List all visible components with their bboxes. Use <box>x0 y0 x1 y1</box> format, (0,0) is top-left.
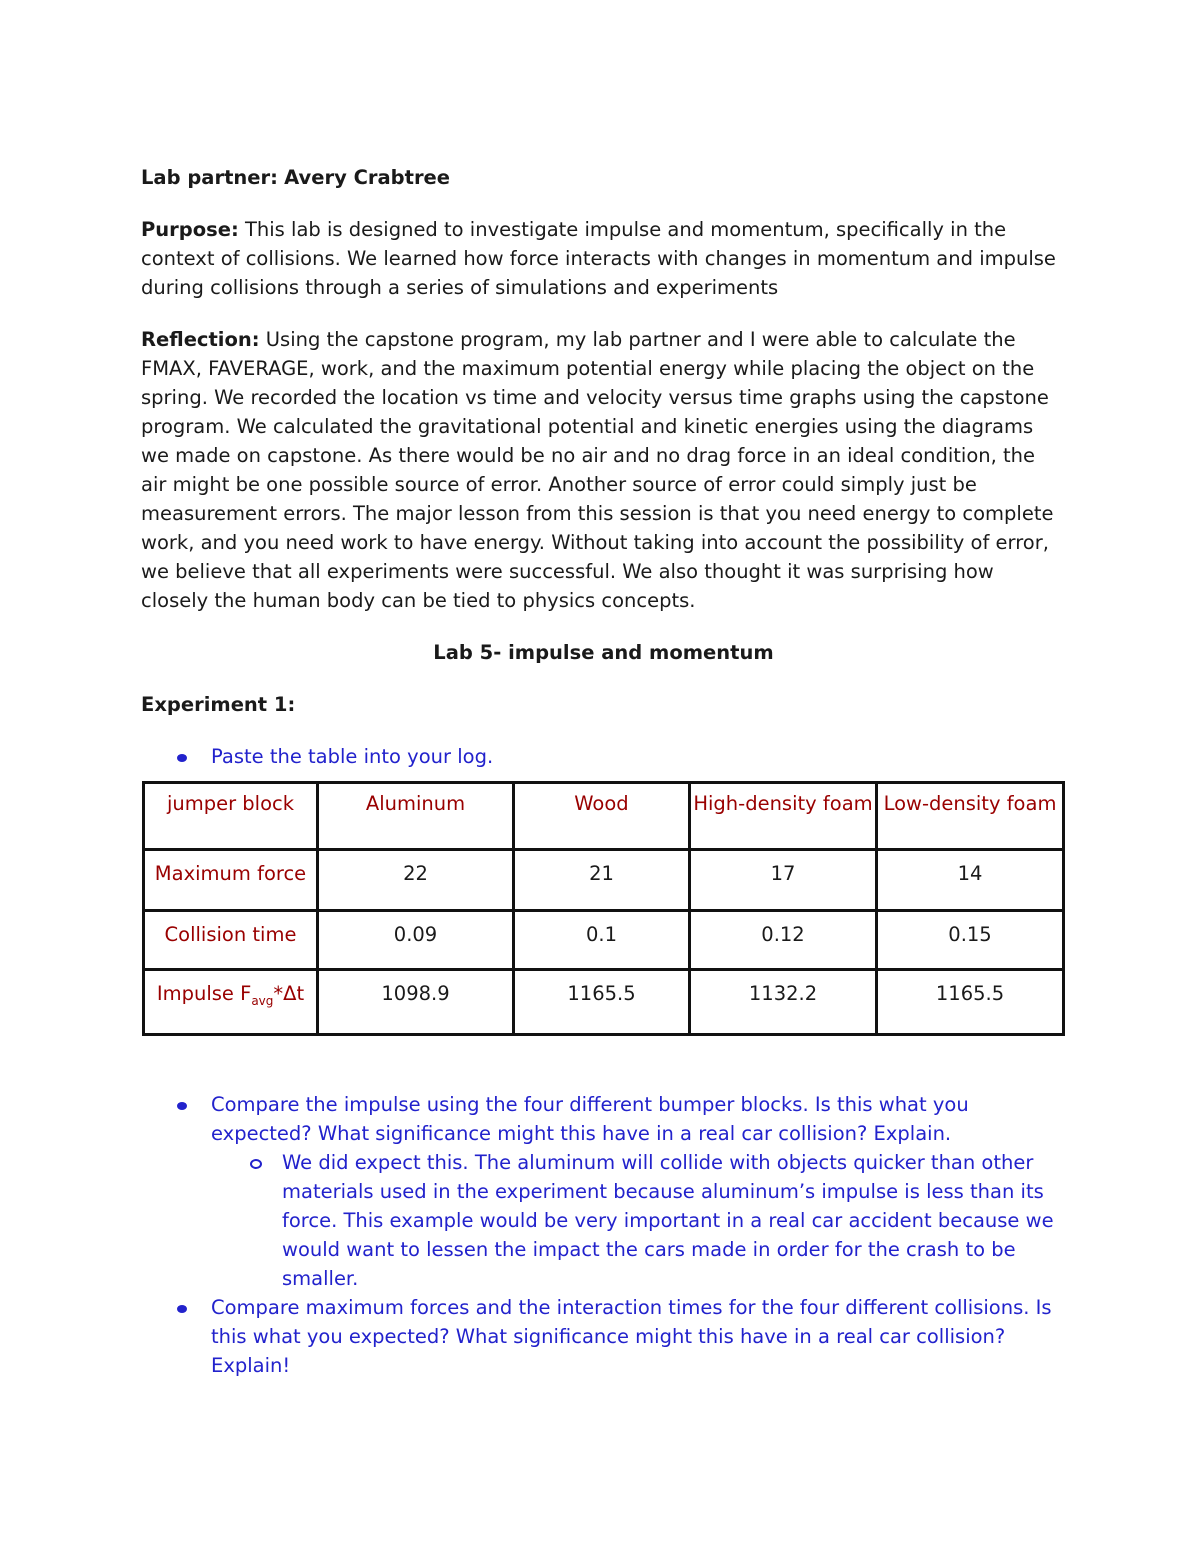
lab-partner-name: Avery Crabtree <box>284 166 451 189</box>
impulse-label-prefix: Impulse F <box>156 982 252 1005</box>
paste-instruction: Paste the table into your log. <box>211 745 494 768</box>
lab-partner-line <box>141 163 1066 192</box>
impulse-label-suffix: *Δt <box>273 982 305 1005</box>
list-item <box>211 1148 1066 1293</box>
purpose-paragraph <box>141 215 1066 302</box>
table-row <box>144 850 1064 911</box>
table-header-row <box>144 783 1064 850</box>
questions-list <box>141 1090 1066 1380</box>
table-cell: 1132.2 <box>690 970 877 1035</box>
experiment-heading <box>141 690 1066 719</box>
section-title: Lab 5- impulse and momentum <box>433 641 774 664</box>
lab-partner-label: Lab partner: <box>141 166 278 189</box>
reflection-label: Reflection: <box>141 328 260 351</box>
row-label-cell: Collision time <box>144 911 318 970</box>
table-cell: 0.09 <box>318 911 514 970</box>
paste-bullet-list <box>141 742 1066 771</box>
table-row <box>144 970 1064 1035</box>
list-item <box>141 1293 1066 1380</box>
purpose-label: Purpose: <box>141 218 239 241</box>
list-item <box>141 1090 1066 1293</box>
table-cell: 0.15 <box>877 911 1064 970</box>
table-cell: 1165.5 <box>877 970 1064 1035</box>
header-cell: Low-density foam <box>877 783 1064 850</box>
bullet-icon <box>177 754 187 762</box>
table-cell: 0.1 <box>514 911 690 970</box>
answer-list <box>211 1148 1066 1293</box>
question-2: Compare maximum forces and the interaction times for the four different collisions. Is this what you expected? What significance might this have in a real car collision? Explain! <box>211 1296 1052 1377</box>
results-table <box>142 781 1065 1036</box>
sub-bullet-icon <box>250 1159 262 1169</box>
document-page <box>141 163 1066 1380</box>
question-1: Compare the impulse using the four different bumper blocks. Is this what you expected? What significance might this have in a real car collision? Explain. <box>211 1093 969 1145</box>
row-label-cell <box>144 970 318 1035</box>
header-cell: High-density foam <box>690 783 877 850</box>
list-item <box>141 742 1066 771</box>
header-cell: Wood <box>514 783 690 850</box>
header-cell: Aluminum <box>318 783 514 850</box>
reflection-paragraph <box>141 325 1066 615</box>
table-cell: 17 <box>690 850 877 911</box>
reflection-text: Using the capstone program, my lab partner and I were able to calculate the FMAX, FAVERAGE, work, and the maximum potential energy while placing the object on the spring. We recorded the location vs time and velocity versus time graphs using the capstone program. We calculated the gravitational potential and kinetic energies using the diagrams we made on capstone. As there would be no air and no drag force in an ideal condition, the air might be one possible source of error. Another source of error could simply just be measurement errors. The major lesson from this session is that you need energy to complete work, and you need work to have energy. Without taking into account the possibility of error, we believe that all experiments were successful. We also thought it was surprising how closely the human body can be tied to physics concepts. <box>141 328 1054 612</box>
impulse-label-subscript: avg <box>251 994 274 1008</box>
bullet-icon <box>177 1102 187 1110</box>
row-label-cell: Maximum force <box>144 850 318 911</box>
table-cell: 22 <box>318 850 514 911</box>
table-cell: 1165.5 <box>514 970 690 1035</box>
bullet-icon <box>177 1305 187 1313</box>
header-cell: jumper block <box>144 783 318 850</box>
table-row <box>144 911 1064 970</box>
table-cell: 0.12 <box>690 911 877 970</box>
purpose-text: This lab is designed to investigate impulse and momentum, specifically in the context of collisions. We learned how force interacts with changes in momentum and impulse during collisions through a series of simulations and experiments <box>141 218 1056 299</box>
table-cell: 21 <box>514 850 690 911</box>
experiment-label: Experiment 1: <box>141 693 296 716</box>
answer-1: We did expect this. The aluminum will collide with objects quicker than other materials used in the experiment because aluminum’s impulse is less than its force. This example would be very important in a real car accident because we would want to lessen the impact the cars made in order for the crash to be smaller. <box>282 1151 1054 1290</box>
table-cell: 1098.9 <box>318 970 514 1035</box>
table-cell: 14 <box>877 850 1064 911</box>
